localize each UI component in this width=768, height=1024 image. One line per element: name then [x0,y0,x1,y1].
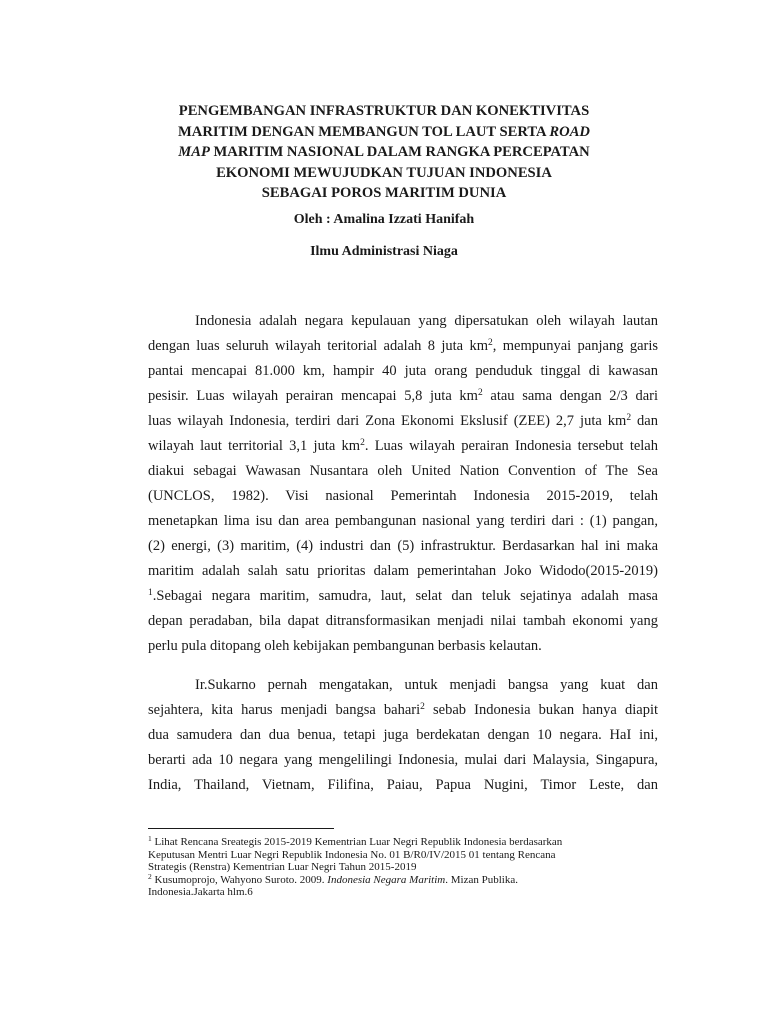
text-run: wilayah laut territorial 3,1 juta km [148,438,361,454]
footnote-ref[interactable]: 2 [420,702,425,712]
text-run: dengan luas seluruh wilayah teritorial adalah 8 juta km [148,338,488,354]
paragraph-line: menetapkan lima isu dan area pembangunan nasional yang terdiri dari : (1) pangan, [148,513,658,529]
body-paragraph [148,673,658,798]
footnote-line: Keputusan Mentri Luar Negri Republik Indonesia No. 01 B/R0/IV/2015 01 tentang Rencana [148,848,556,861]
title-line: SEBAGAI POROS MARITIM DUNIA [261,185,507,201]
paragraph-line [148,434,658,459]
text-run: . Luas wilayah perairan Indonesia tersebut telah [364,438,658,454]
title-line: EKONOMI MEWUJUDKAN TUJUAN INDONESIA [216,164,552,181]
text-run: dan [631,413,658,429]
text-run: sebab Indonesia bukan hanya diapit [424,702,658,718]
footnote-mark: 2 [148,871,152,881]
paragraph-line: Indonesia adalah negara kepulauan yang dipersatukan oleh wilayah lautan [195,313,658,329]
body-paragraph [148,309,658,659]
title-line [140,122,628,143]
superscript: 2 [488,338,493,348]
paragraph-line: depan peradaban, bila dapat ditransformasikan menjadi nilai tambah ekonomi yang [148,613,658,629]
footnote-mark: 1 [148,834,152,843]
footnote-line [148,836,668,849]
paragraph-line [148,409,658,434]
text-run: luas wilayah Indonesia, terdiri dari Zona Ekonomi Ekslusif (ZEE) 2,7 juta km [148,413,627,429]
department-line: Ilmu Administrasi Niaga [310,244,458,259]
text-run: . Mizan Publika. [445,873,518,886]
paragraph-line: dua samudera dan dua benua, tetapi juga berdekatan dengan 10 negara. HaI ini, [148,727,658,743]
title-italic-text: MAP [178,144,210,160]
title-text: MARITIM NASIONAL DALAM RANGKA PERCEPATAN [209,144,590,160]
footnote-divider [148,828,334,829]
paragraph-line: India, Thailand, Vietnam, Filifina, Paiau, Papua Nugini, Timor Leste, dan [148,777,658,793]
text-run: Lihat Rencana Sreategis 2015-2019 Kementrian Luar Negri Republik Indonesia berdasarkan [151,836,563,848]
paragraph-line [148,384,658,409]
text-run: , mempunyai panjang garis [492,338,659,354]
paragraph-line: diakui sebagai Wawasan Nusantara oleh United Nation Convention of The Sea [148,463,658,479]
footnote-ref[interactable]: 1 [148,588,153,598]
paragraph-line: berarti ada 10 negara yang mengelilingi Indonesia, mulai dari Malaysia, Singapura, [148,752,658,768]
text-run: Kusumoprojo, Wahyono Suroto. 2009. [151,873,328,886]
book-title: Indonesia Negara Maritim [327,873,446,886]
paragraph-line: (2) energi, (3) maritim, (4) industri dan (5) infrastruktur. Berdasarkan hal ini maka [148,538,658,554]
superscript: 2 [360,438,365,448]
document-title [140,101,628,204]
title-line: PENGEMBANGAN INFRASTRUKTUR DAN KONEKTIVITAS [178,103,590,119]
paragraph-line: Ir.Sukarno pernah mengatakan, untuk menjadi bangsa yang kuat dan [195,677,658,693]
text-run: sejahtera, kita harus menjadi bangsa bahari [148,702,421,718]
paragraph-line: pantai mencapai 81.000 km, hampir 40 juta orang penduduk tinggal di kawasan [148,363,658,379]
footnote-line: Strategis (Renstra) Kementrian Luar Negri Tahun 2015-2019 [148,861,417,874]
paragraph-line: maritim adalah salah satu prioritas dalam pemerintahan Joko Widodo(2015-2019) [148,563,658,579]
paragraph-line: (UNCLOS, 1982). Visi nasional Pemerintah Indonesia 2015-2019, telah [148,488,658,504]
footnote-line: Indonesia.Jakarta hlm.6 [148,886,253,899]
text-run: pesisir. Luas wilayah perairan mencapai 5,8 juta km [148,388,478,404]
paragraph-line [148,698,658,723]
text-run: atau sama dengan 2/3 dari [482,388,658,404]
author-line: Oleh : Amalina Izzati Hanifah [293,212,475,227]
title-text: MARITIM DENGAN MEMBANGUN TOL LAUT SERTA [178,123,550,140]
superscript: 2 [626,413,632,423]
paragraph-line [148,334,658,359]
superscript: 2 [477,388,483,398]
footnote-line [148,871,668,887]
footnotes [148,836,668,899]
paragraph-line [148,584,658,609]
title-italic-text: ROAD [549,123,590,140]
text-run: .Sebagai negara maritim, samudra, laut, selat dan teluk sejatinya adalah masa [152,588,658,604]
paragraph-line: perlu pula ditopang oleh kebijakan pembangunan berbasis kelautan. [148,638,542,654]
title-line [140,142,628,163]
